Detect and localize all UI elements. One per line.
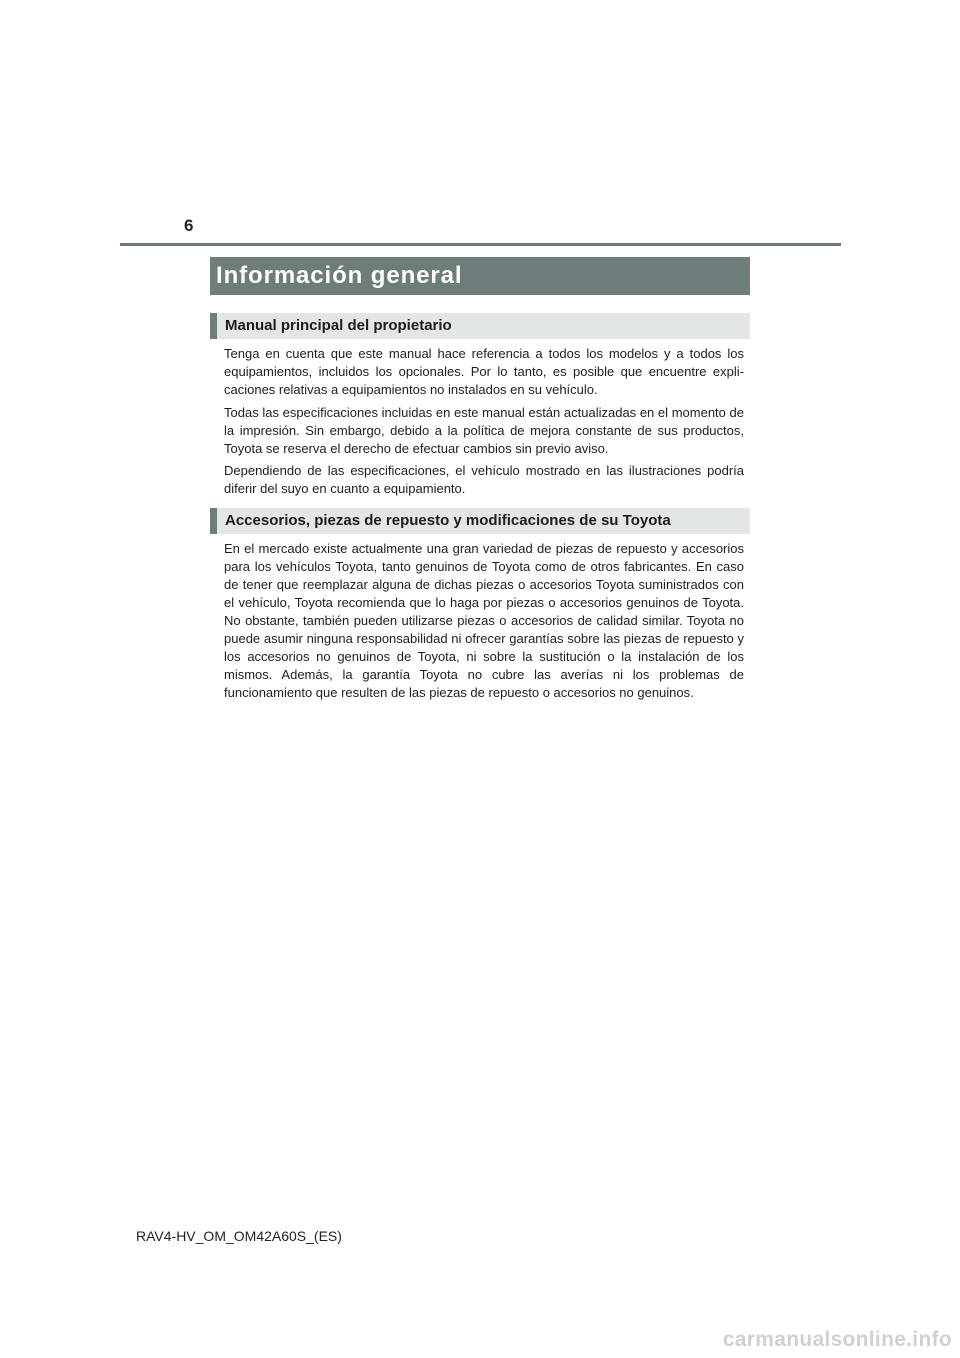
- header-rule: [120, 243, 841, 246]
- paragraph: Todas las especificaciones incluidas en este manual están actualizadas en el momento de la impresión. Sin embargo, debido a la política de mejora constante de sus productos, Toyota se reserva el derecho de efectuar cambios sin previo aviso.: [224, 405, 744, 456]
- paragraph: Tenga en cuenta que este manual hace referencia a todos los modelos y a todos los equipamientos, incluidos los opcionales. Por lo tanto, es posible que encuentre explicaciones relativas a equipamientos no instalados en su vehículo.: [224, 346, 744, 397]
- paragraph: Dependiendo de las especificaciones, el vehículo mostrado en las ilustraciones podría diferir del suyo en cuanto a equipamiento.: [224, 463, 744, 496]
- section-heading-accessories: [210, 508, 750, 534]
- section-heading-text: Accesorios, piezas de repuesto y modificaciones de su Toyota: [225, 512, 671, 529]
- section-heading-manual: [210, 313, 750, 339]
- paragraph: En el mercado existe actualmente una gran variedad de piezas de repuesto y accesorios para los vehículos Toyota, tanto genuinos de Toyota como de otros fabricantes. En caso de tener que reemplazar alguna de dichas piezas o accesorios Toyota suministrados con el vehículo, Toyota recomienda que lo haga por piezas o accesorios genuinos de Toyota. No obstante, también pueden utilizarse piezas o accesorios de calidad similar. Toyota no puede asumir ninguna responsabilidad ni ofrecer garantías sobre las piezas de repuesto y los accesorios no genuinos de Toyota, ni sobre la sustitución o la instalación de los mismos. Además, la garantía Toyota no cubre las averías ni los problemas de funcionamiento que resulten de las piezas de repuesto o accesorios no genuinos.: [224, 541, 744, 700]
- section-heading-text: Manual principal del propietario: [225, 317, 452, 334]
- document-code: RAV4-HV_OM_OM42A60S_(ES): [136, 1228, 342, 1244]
- watermark: carmanualsonline.info: [722, 1328, 952, 1351]
- page-number: 6: [184, 216, 194, 235]
- page-title: Información general: [216, 262, 463, 289]
- title-bar: [210, 257, 750, 295]
